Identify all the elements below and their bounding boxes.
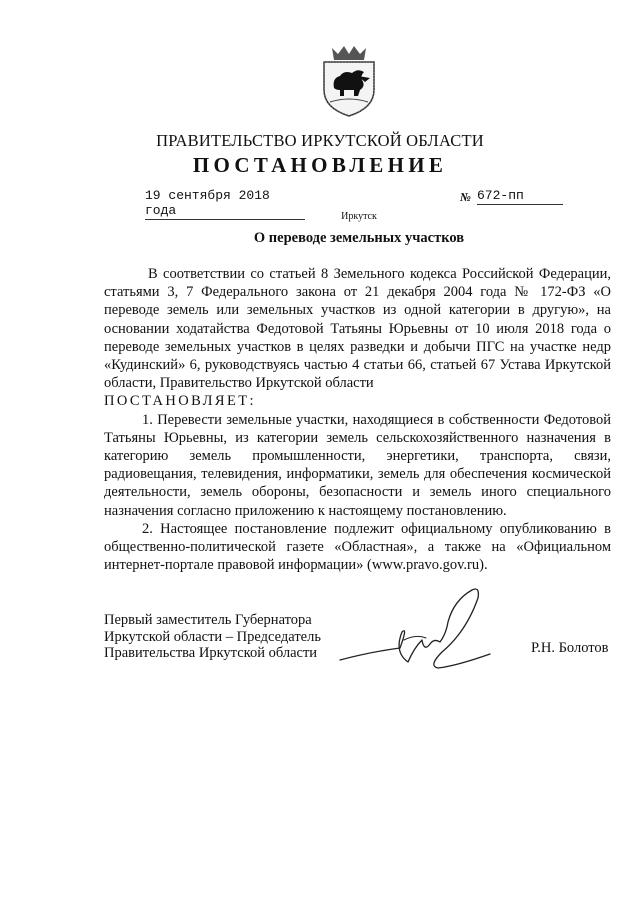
handwritten-signature bbox=[330, 582, 500, 682]
irkutsk-coat-of-arms-icon bbox=[318, 42, 380, 118]
preamble-paragraph: В соответствии со статьей 8 Земельного кодекса Российской Федерации, статьями 3, 7 Федерального закона от 21 декабря 2004 года № 172-ФЗ «О переводе земель или земельных участков из одной категории в другую», на основании ходатайства Федотовой Татьяны Юрьевны от 10 июля 2018 года о переводе земельных участков в целях разведки и добычи ПГС на участке недр «Кудинский» 6, руководствуясь частью 4 статьи 66, статьей 67 Устава Иркутской области, Правительство Иркутской области bbox=[104, 266, 611, 392]
document-subject: О переводе земельных участков bbox=[253, 230, 465, 246]
document-type-title: ПОСТАНОВЛЕНИЕ bbox=[192, 153, 448, 177]
number-sign: № bbox=[460, 190, 471, 204]
signer-position-line: Правительства Иркутской области bbox=[104, 645, 318, 661]
signer-position-line: Первый заместитель Губернатора bbox=[104, 612, 312, 628]
signer-name: Р.Н. Болотов bbox=[531, 640, 609, 656]
clause-2: 2. Настоящее постановление подлежит официальному опубликованию в общественно-политической газете «Областная», а также на «Официальном интернет-портале правовой информации» (www.pravo.gov.ru). bbox=[104, 520, 611, 574]
signer-position-line: Иркутской области – Председатель bbox=[104, 628, 321, 645]
document-number: 672-пп bbox=[477, 188, 563, 205]
decree-heading: ПОСТАНОВЛЯЕТ: bbox=[104, 393, 256, 410]
clause-1: 1. Перевести земельные участки, находящиеся в собственности Федотовой Татьяны Юрьевны, из категории земель сельскохозяйственного назначения в категорию земель промышленности, энергетики, транспорта, связи, радиовещания, телевидения, информатики, земель для обеспечения космической деятельности, земель обороны, безопасности и земель иного специального назначения согласно приложению к настоящему постановлению. bbox=[104, 411, 611, 519]
document-date: 19 сентября 2018 года bbox=[145, 188, 305, 220]
government-name: ПРАВИТЕЛЬСТВО ИРКУТСКОЙ ОБЛАСТИ bbox=[156, 131, 484, 150]
city-label: Иркутск bbox=[341, 211, 377, 222]
document-body bbox=[104, 265, 611, 574]
signer-position bbox=[104, 612, 321, 662]
